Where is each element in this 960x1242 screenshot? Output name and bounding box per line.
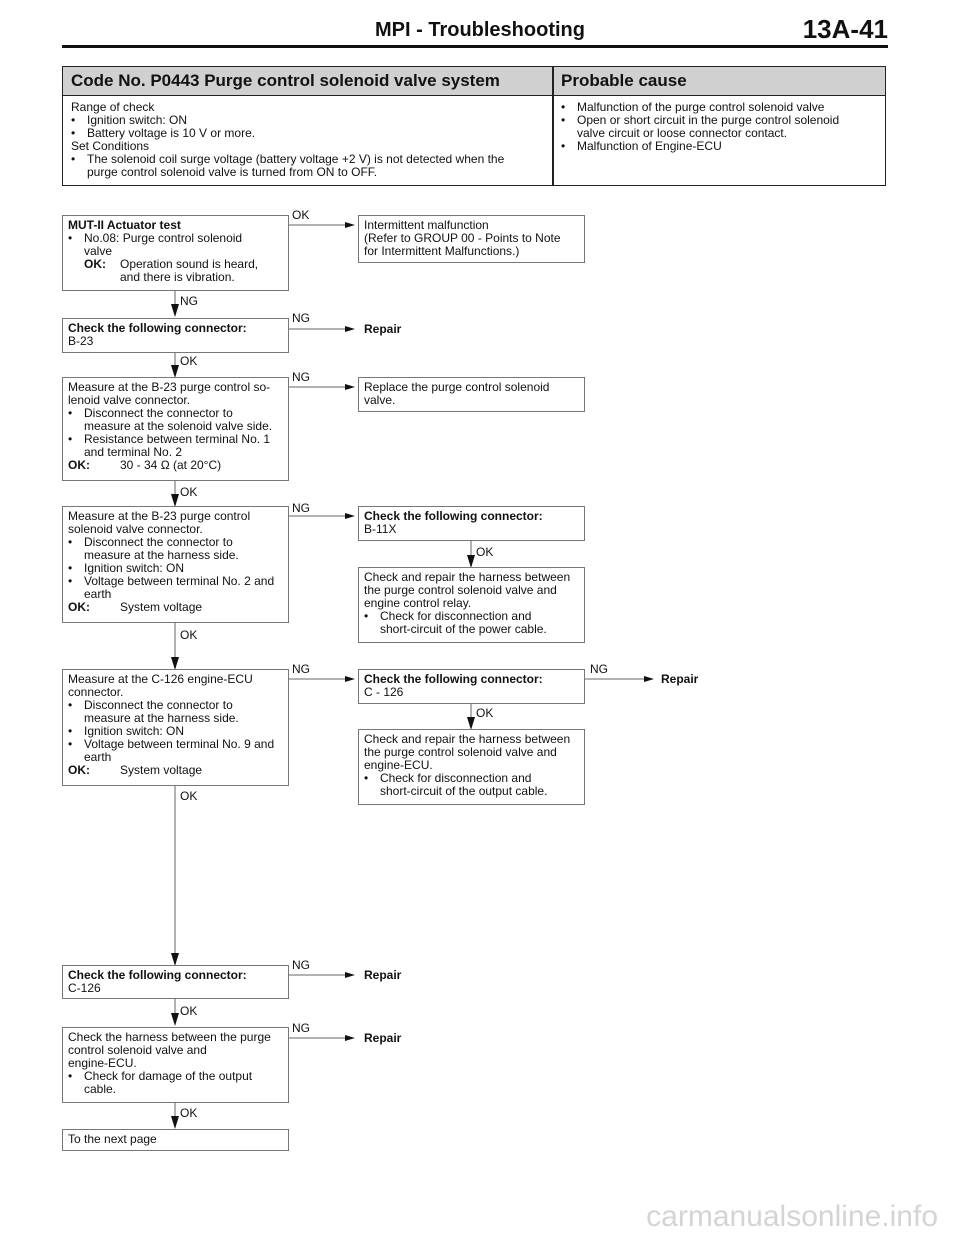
step-line: Check the harness between the purge <box>68 1030 271 1044</box>
step-check-connector-c126 <box>62 965 289 999</box>
arrowhead-down <box>171 304 179 317</box>
arrowhead-right <box>345 384 355 390</box>
probable-cause-heading: Probable cause <box>561 71 687 90</box>
next-page-box <box>62 1129 289 1151</box>
step-line: • Voltage between terminal No. 2 and <box>68 574 275 588</box>
box-line: valve. <box>364 393 396 407</box>
page-number: 13A-41 <box>802 14 888 44</box>
step-line: lenoid valve connector. <box>68 393 191 407</box>
step-measure-resistance <box>62 377 289 481</box>
ok-label: OK <box>180 628 198 642</box>
arrowhead-right <box>345 326 355 332</box>
repair-harness-relay <box>358 567 585 643</box>
cause-item: • Malfunction of the purge control solenoid valve <box>561 100 825 114</box>
ok-criteria-cont: and there is vibration. <box>120 270 235 284</box>
code-heading: Code No. P0443 Purge control solenoid valve system <box>71 71 500 90</box>
ok-criteria: OK: System voltage <box>68 763 203 777</box>
ng-label: NG <box>590 662 608 676</box>
box-title: Check the following connector: <box>364 509 543 523</box>
step-line: B-23 <box>68 334 94 348</box>
step-line: • Disconnect the connector to <box>68 406 233 420</box>
arrowhead-right <box>644 676 654 682</box>
box-line: the purge control solenoid valve and <box>364 583 557 597</box>
ng-label: NG <box>292 1021 310 1035</box>
range-item: • Battery voltage is 10 V or more. <box>71 126 256 140</box>
box-line: short-circuit of the output cable. <box>380 784 548 798</box>
box-line: • Check for disconnection and <box>364 771 532 785</box>
ng-label: NG <box>292 311 310 325</box>
ok-label: OK <box>180 1004 198 1018</box>
set-condition-item: • The solenoid coil surge voltage (battery voltage +2 V) is not detected when the <box>71 152 505 166</box>
box-line: B-11X <box>364 522 397 536</box>
box-line: • Check for disconnection and <box>364 609 532 623</box>
step-title: Check the following connector: <box>68 968 247 982</box>
page-title: MPI - Troubleshooting <box>375 19 585 41</box>
step-line: • Check for damage of the output <box>68 1069 253 1083</box>
step-line: engine-ECU. <box>68 1056 137 1070</box>
ng-label: NG <box>292 662 310 676</box>
step-line: • Voltage between terminal No. 9 and <box>68 737 275 751</box>
arrowhead-right <box>345 676 355 682</box>
cause-item: • Malfunction of Engine-ECU <box>561 139 722 153</box>
step-measure-voltage-c126 <box>62 669 289 786</box>
step-line: Measure at the B-23 purge control so- <box>68 380 271 394</box>
step-line: measure at the solenoid valve side. <box>84 419 273 433</box>
arrowhead-down <box>171 1116 179 1129</box>
set-condition-item-cont: purge control solenoid valve is turned from ON to OFF. <box>87 165 378 179</box>
box-line: the purge control solenoid valve and <box>364 745 557 759</box>
step-line: • Resistance between terminal No. 1 <box>68 432 271 446</box>
watermark: carmanualsonline.info <box>646 1200 938 1233</box>
step-line: Measure at the B-23 purge control <box>68 509 251 523</box>
set-conditions-label: Set Conditions <box>71 139 150 153</box>
step-line: solenoid valve connector. <box>68 522 203 536</box>
check-connector-c126-right <box>358 669 585 704</box>
cause-item-cont: valve circuit or loose connector contact. <box>577 126 788 140</box>
ok-label: OK <box>180 354 198 368</box>
repair-label: Repair <box>364 1031 402 1045</box>
ok-label: OK <box>476 545 494 559</box>
box-line: Replace the purge control solenoid <box>364 380 550 394</box>
step-line: • Disconnect the connector to <box>68 535 233 549</box>
step-line: and terminal No. 2 <box>84 445 183 459</box>
next-page-label: To the next page <box>68 1132 157 1146</box>
box-line: (Refer to GROUP 00 - Points to Note <box>364 231 561 245</box>
step-line: • Disconnect the connector to <box>68 698 233 712</box>
box-line: short-circuit of the power cable. <box>380 622 547 636</box>
replace-solenoid-valve <box>358 377 585 412</box>
step-line: • Ignition switch: ON <box>68 724 185 738</box>
ok-criteria: OK: System voltage <box>68 600 203 614</box>
box-line: Check and repair the harness between <box>364 732 571 746</box>
ok-criteria: OK: 30 - 34 Ω (at 20°C) <box>68 458 222 472</box>
repair-label: Repair <box>661 672 699 686</box>
range-of-check-label: Range of check <box>71 100 155 114</box>
step-line: valve <box>84 244 113 258</box>
step-actuator-test <box>62 215 289 291</box>
step-line: measure at the harness side. <box>84 711 239 725</box>
step-line: connector. <box>68 685 124 699</box>
step-line: C-126 <box>68 981 101 995</box>
ng-label: NG <box>180 294 198 308</box>
box-line: Intermittent malfunction <box>364 218 489 232</box>
arrowhead-down <box>171 1013 179 1026</box>
step-line: earth <box>84 587 112 601</box>
box-line: C - 126 <box>364 685 404 699</box>
step-line: Measure at the C-126 engine-ECU <box>68 672 253 686</box>
step-title: Check the following connector: <box>68 321 247 335</box>
step-title: MUT-II Actuator test <box>68 218 181 232</box>
repair-label: Repair <box>364 322 402 336</box>
ng-label: NG <box>292 958 310 972</box>
step-measure-voltage-b23 <box>62 506 289 623</box>
repair-harness-ecu <box>358 729 585 805</box>
arrowhead-right <box>345 1035 355 1041</box>
repair-label: Repair <box>364 968 402 982</box>
ok-criteria: OK: Operation sound is heard, <box>84 257 259 271</box>
step-check-harness <box>62 1027 289 1103</box>
ok-label: OK <box>180 1106 198 1120</box>
check-connector-b11x <box>358 506 585 541</box>
cause-item: • Open or short circuit in the purge control solenoid <box>561 113 840 127</box>
ng-label: NG <box>292 370 310 384</box>
box-title: Check the following connector: <box>364 672 543 686</box>
arrowhead-right <box>345 222 355 228</box>
step-line: measure at the harness side. <box>84 548 239 562</box>
arrowhead-right <box>345 513 355 519</box>
range-item: • Ignition switch: ON <box>71 113 188 127</box>
step-line: • No.08: Purge control solenoid <box>68 231 243 245</box>
box-line: Check and repair the harness between <box>364 570 571 584</box>
ok-label: OK <box>180 485 198 499</box>
step-line: earth <box>84 750 112 764</box>
ok-label: OK <box>180 789 198 803</box>
step-line: control solenoid valve and <box>68 1043 207 1057</box>
arrowhead-right <box>345 972 355 978</box>
box-line: for Intermittent Malfunctions.) <box>364 244 520 258</box>
step-line: cable. <box>84 1082 117 1096</box>
ng-label: NG <box>292 501 310 515</box>
ok-label: OK <box>476 706 494 720</box>
ok-label: OK <box>292 208 310 222</box>
box-line: engine-ECU. <box>364 758 433 772</box>
step-check-connector-b23 <box>62 318 289 353</box>
intermittent-malfunction <box>358 215 585 263</box>
box-line: engine control relay. <box>364 596 472 610</box>
step-line: • Ignition switch: ON <box>68 561 185 575</box>
